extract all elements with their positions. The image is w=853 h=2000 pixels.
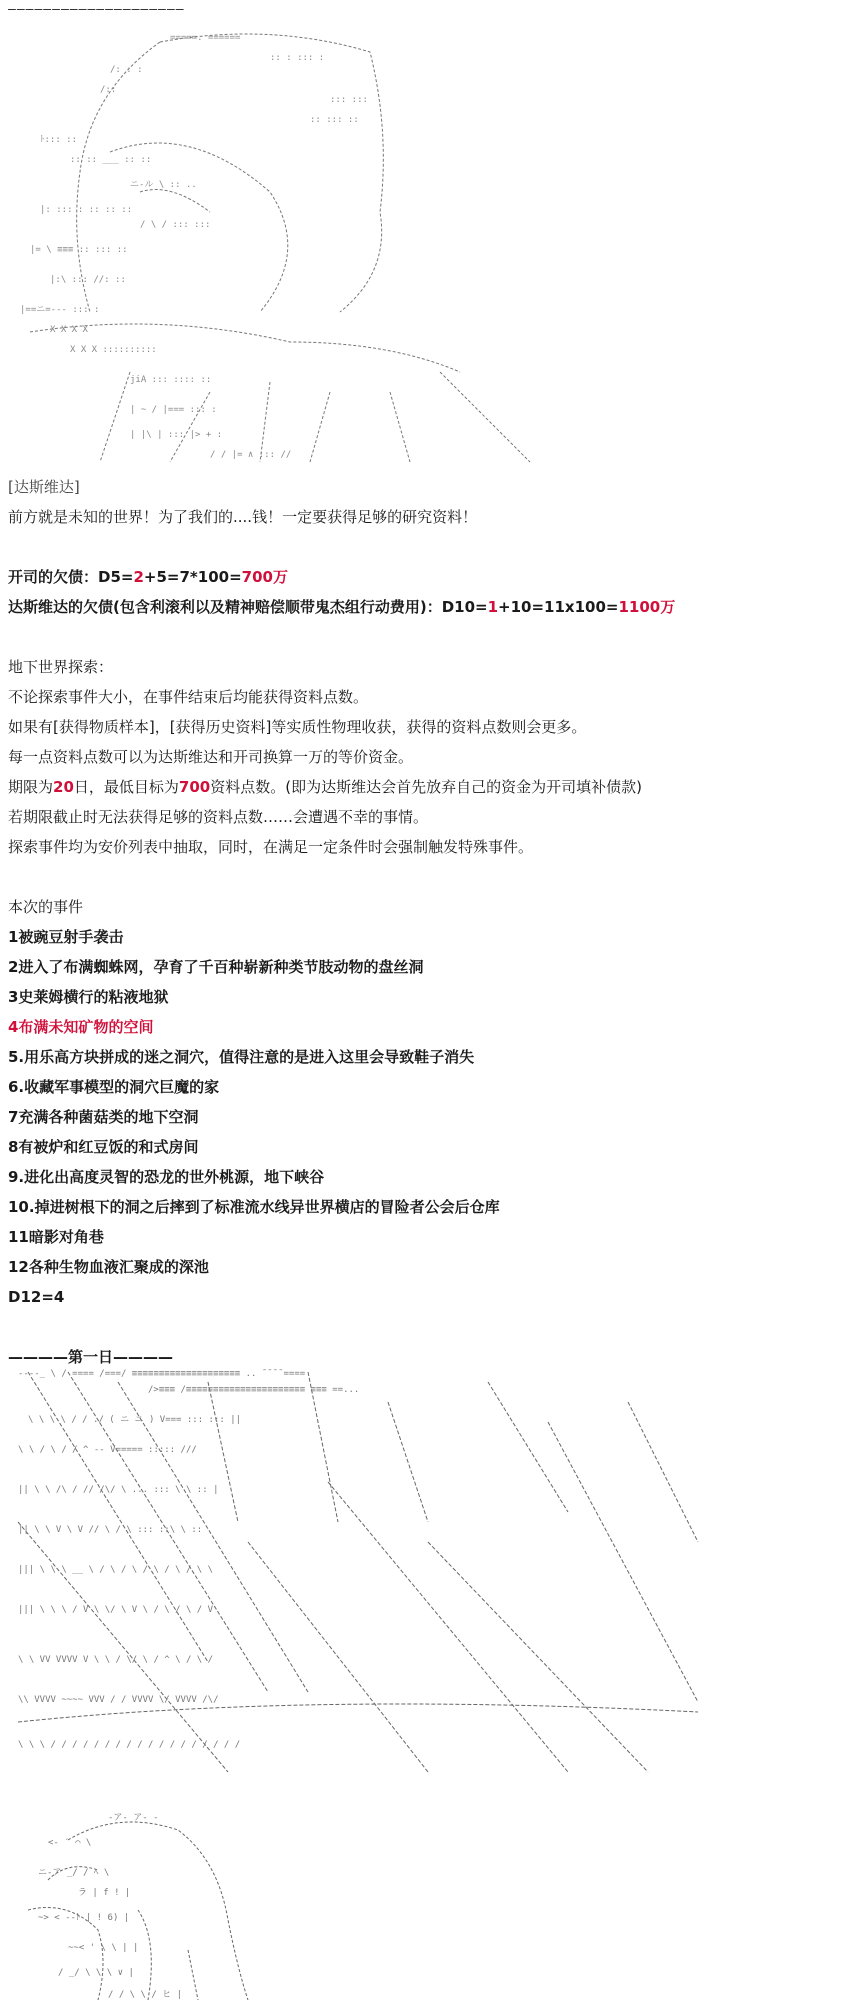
svg-text:jiA ::: :::: ::: jiA ::: :::: :: (130, 375, 212, 385)
explore-heading: 地下世界探索： (8, 658, 114, 676)
debt-kaiji-roll: 2 (133, 568, 144, 586)
spacer (8, 1312, 848, 1342)
svg-text:X X X ::::::::::: X X X :::::::::: (70, 345, 157, 355)
svg-text:||| \ \ \ __ \ / \ / \ / \ / \: ||| \ \ \ __ \ / \ / \ / \ / \ / \ \ (18, 1565, 214, 1575)
day-one-separator: ————第一日———— (8, 1348, 174, 1366)
event-item: 8有被炉和红豆饭的和式房间 (8, 1138, 199, 1156)
debt-vader (8, 592, 848, 622)
spacer (8, 862, 848, 892)
roll-result: D12=4 (8, 1288, 65, 1306)
svg-text:\\ VVVV ~~~~ VVV / / VVVV \/ V: \\ VVVV ~~~~ VVV / / VVVV \/ VVVV /\/ (18, 1695, 219, 1705)
svg-text:\ \ \ / / / / / / / / / / / /: \ \ \ / / / / / / / / / / / / / / / / / / (18, 1740, 241, 1750)
debt-kaiji-total: 700万 (241, 568, 288, 586)
svg-text:ニ-ル \ :: ..: ニ-ル \ :: .. (130, 180, 197, 190)
svg-text:| |\ | ::: |> + :: | |\ | ::: |> + : (130, 430, 223, 440)
svg-text:=====. ======: =====. ====== (170, 33, 241, 43)
event-item: 9.进化出高度灵智的恐龙的世外桃源，地下峡谷 (8, 1168, 325, 1186)
svg-text:<- ′ ⌒ \: <- ′ ⌒ \ (48, 1838, 92, 1848)
event-item: 2进入了布满蜘蛛网，孕育了千百种崭新种类节肢动物的盘丝洞 (8, 958, 424, 976)
ascii-art-scene (8, 1362, 704, 1774)
svg-text:ラ | f ! |: ラ | f ! | (78, 1888, 131, 1898)
svg-text:/ \ / ::: :::: / \ / ::: ::: (140, 220, 211, 230)
debt-kaiji-label: 开司的欠债：D5= (8, 568, 134, 586)
speaker-tag: [达斯维达] (8, 478, 80, 496)
svg-text::: : ::: :: :: : ::: : (270, 53, 325, 63)
svg-text:X X X X: X X X X (50, 325, 88, 335)
explore-line-6: 探索事件均为安价列表中抽取，同时，在满足一定条件时会强制触发特殊事件。 (8, 838, 534, 856)
svg-text:/>≡≡≡ /≡≡≡≡≡≡≡≡≡≡≡≡≡≡≡≡≡≡≡≡≡≡: />≡≡≡ /≡≡≡≡≡≡≡≡≡≡≡≡≡≡≡≡≡≡≡≡≡≡ ≡≡≡ ==... (148, 1385, 360, 1395)
svg-text:|==ニ=--- ::: :: |==ニ=--- ::: : (20, 305, 100, 315)
debt-vader-label: 达斯维达的欠债(包含利滚利以及精神赔偿顺带鬼杰组行动费用)：D10= (8, 598, 488, 616)
ascii-art-figure-top (10, 12, 555, 467)
explore-line-1: 不论探索事件大小，在事件结束后均能获得资料点数。 (8, 688, 369, 706)
svg-text:| ~ / |=== ::: :: | ~ / |=== ::: : (130, 405, 217, 415)
event-item-selected: 4布满未知矿物的空间 (8, 1018, 154, 1036)
event-item: 6.收藏军事模型的洞穴巨魔的家 (8, 1078, 220, 1096)
svg-text:|| \ \ V \ V // \ / \ ::: :: || \ \ V \ V // \ / \ ::: ::\ \ :: (18, 1525, 203, 1535)
debt-kaiji (8, 562, 848, 592)
svg-text:~~< ' \ \ | |: ~~< ' \ \ | | (68, 1943, 139, 1953)
svg-text:ニ-ア _/ / ﾍ \: ニ-ア _/ / ﾍ \ (38, 1868, 110, 1878)
svg-text:----_ \ / ==== /===/ ≡≡≡≡≡≡≡≡: ----_ \ / ==== /===/ ≡≡≡≡≡≡≡≡≡≡≡≡≡≡≡≡≡≡≡≡ .. ¯¯¯¯==== (18, 1369, 306, 1379)
event-item: 5.用乐高方块拼成的迷之洞穴，值得注意的是进入这里会导致鞋子消失 (8, 1048, 475, 1066)
svg-text:::: :::: ::: ::: (330, 95, 368, 105)
explore-line-4 (8, 772, 848, 802)
svg-text:/: : :: /: : : (110, 65, 143, 75)
narrative-text (8, 472, 848, 1372)
event-item: 3史莱姆横行的粘液地狱 (8, 988, 169, 1006)
svg-text:\ \ / \ / / ^ -- V===== ::: \ \ / \ / / ^ -- V===== ::::: /// (18, 1445, 197, 1455)
event-item: 11暗影对角巷 (8, 1228, 104, 1246)
deadline-days: 20 (53, 778, 74, 796)
svg-text:-ア‐ ア‐ ‐: -ア‐ ア‐ ‐ (108, 1813, 159, 1823)
explore-line-4c: 资料点数。(即为达斯维达会首先放弃自己的资金为开司填补债款) (210, 778, 642, 796)
events-heading: 本次的事件 (8, 898, 84, 916)
event-item: 12各种生物血液汇聚成的深池 (8, 1258, 209, 1276)
debt-kaiji-mid: +5=7*100= (143, 568, 242, 586)
debt-vader-mid: +10=11x100= (498, 598, 619, 616)
svg-text:\ \ \ \ / / ./ ( ニ ニ ) V=== ::: \ \ \ \ / / ./ ( ニ ニ ) V=== ::: ::: || (28, 1415, 242, 1425)
svg-text:/ _/ \ \ \ ∨ |: / _/ \ \ \ ∨ | (58, 1968, 134, 1978)
explore-line-4b: 日，最低目标为 (73, 778, 179, 796)
svg-text:ﾄ::: ::: ﾄ::: :: (40, 135, 78, 145)
event-item: 7充满各种菌菇类的地下空洞 (8, 1108, 199, 1126)
spacer (8, 622, 848, 652)
svg-text:~> < --ﾄ | ! 6) |: ~> < --ﾄ | ! 6) | (38, 1913, 130, 1923)
svg-text:||| \ \ \ / V \ \/ \ V \ / \ /: ||| \ \ \ / V \ \/ \ V \ / \ / \ / V (18, 1605, 214, 1615)
debt-vader-total: 1100万 (618, 598, 676, 616)
svg-text::: ::: ::: :: ::: :: (310, 115, 359, 125)
svg-text:/ / |= ∧ ::: //: / / |= ∧ ::: // (210, 450, 292, 460)
svg-text:|: ::: : :: :: ::: |: ::: : :: :: :: (40, 205, 133, 215)
explore-line-3: 每一点资料点数可以为达斯维达和开司换算一万的等价资金。 (8, 748, 414, 766)
debt-vader-roll: 1 (487, 598, 499, 616)
top-separator: ———————————————————— (8, 2, 185, 17)
event-item: 10.掉进树根下的洞之后摔到了标准流水线异世界横店的冒险者公会后仓库 (8, 1198, 500, 1216)
svg-text:|= \ ≡≡≡ :: ::: ::: |= \ ≡≡≡ :: ::: :: (30, 245, 128, 255)
explore-line-4a: 期限为 (8, 778, 54, 796)
svg-text:/::: /:: (100, 85, 117, 95)
explore-line-2: 如果有[获得物质样本]，[获得历史资料]等实质性物理收获，获得的资料点数则会更多。 (8, 718, 587, 736)
event-item: 1被豌豆射手袭击 (8, 928, 124, 946)
svg-text:/ / \ \ / ヒ |: / / \ \ / ヒ | (108, 1990, 183, 2000)
svg-text:|:\ ::: //: ::: |:\ ::: //: :: (50, 275, 126, 285)
svg-text:\ \ VV VVVV V \ \ / \/ \ / ^ \: \ \ VV VVVV V \ \ / \/ \ / ^ \ / \ / (18, 1655, 214, 1665)
speech-line: 前方就是未知的世界！为了我们的....钱！一定要获得足够的研究资料！ (8, 508, 478, 526)
ascii-art-character (8, 1800, 268, 2000)
svg-text:|| \ \ /\ / // /\/ \ ... ::: \: || \ \ /\ / // /\/ \ ... ::: \ \ :: | (18, 1485, 219, 1495)
spacer (8, 532, 848, 562)
svg-text::: :: ___ :: ::: :: :: ___ :: :: (70, 155, 152, 165)
explore-line-5: 若期限截止时无法获得足够的资料点数……会遭遇不幸的事情。 (8, 808, 429, 826)
target-points: 700 (178, 778, 211, 796)
